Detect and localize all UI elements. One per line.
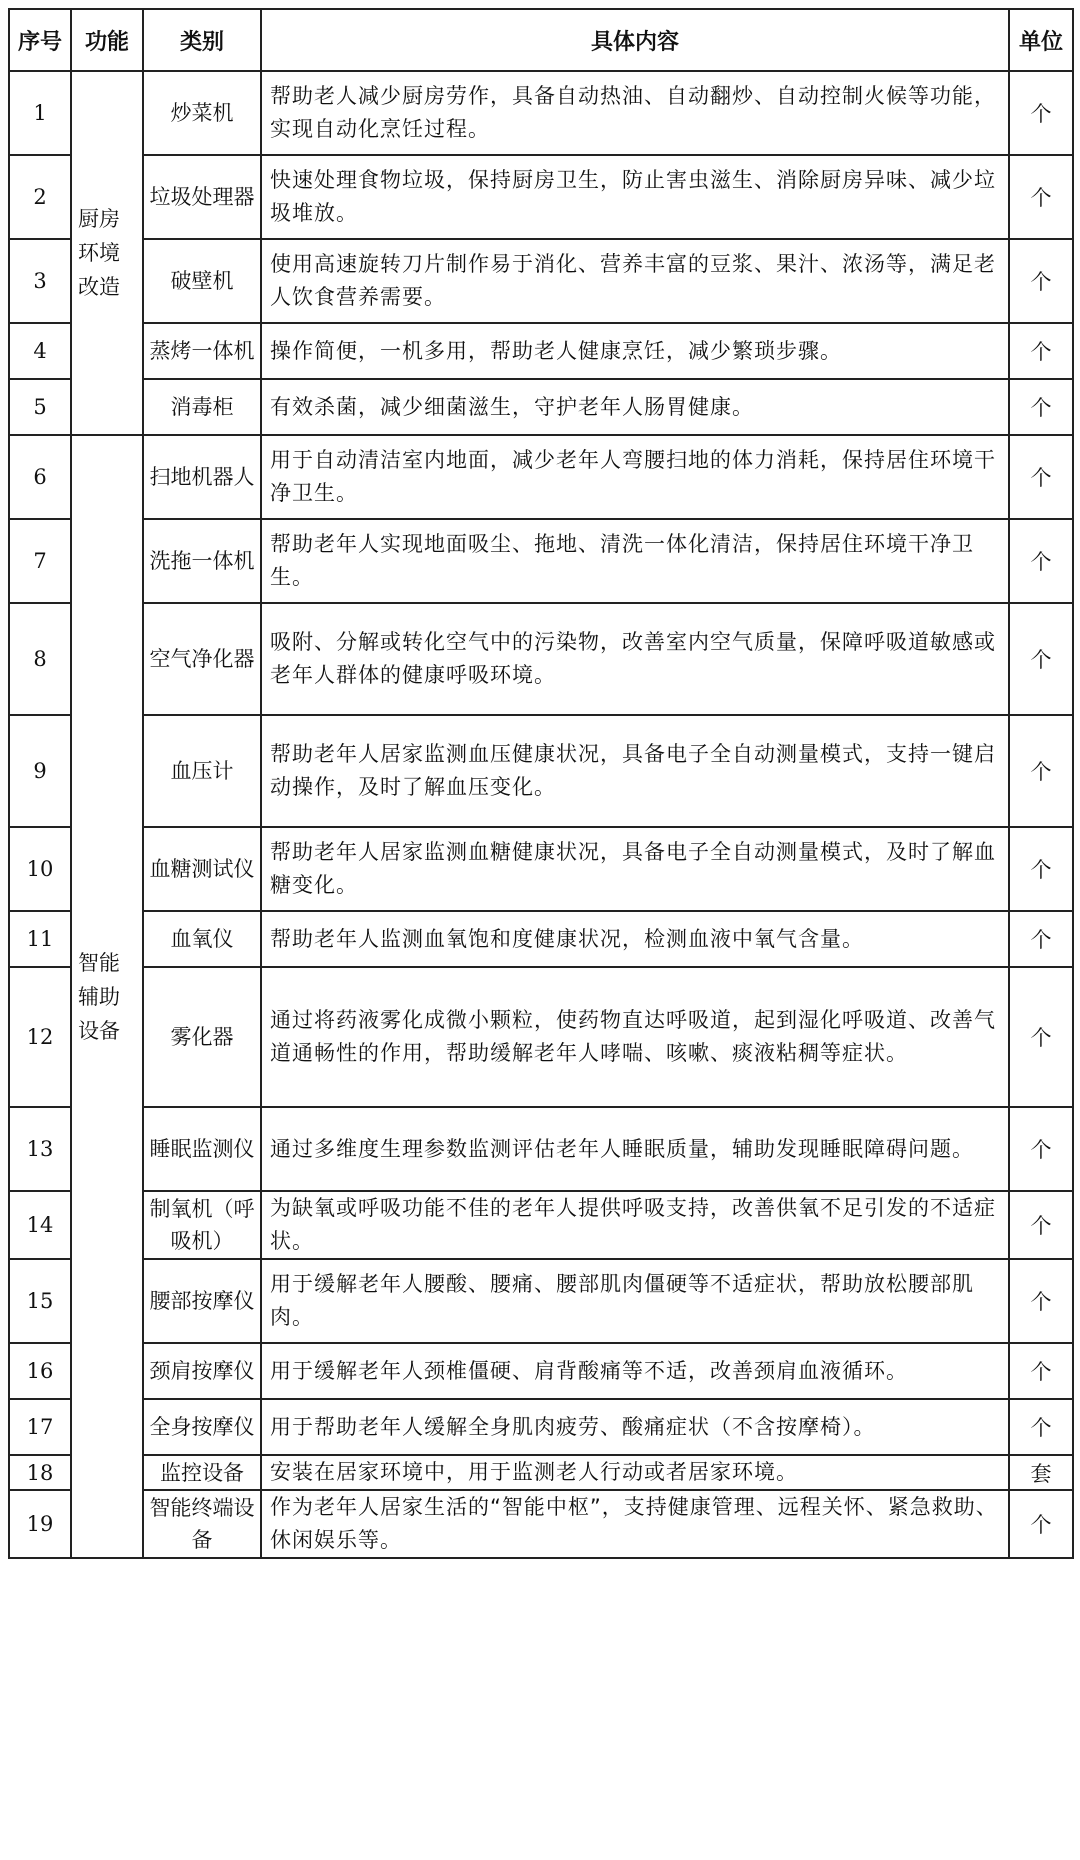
equipment-table: [8, 8, 1074, 1559]
row-unit: 个: [1009, 1490, 1073, 1558]
row-content: 帮助老年人居家监测血压健康状况，具备电子全自动测量模式，支持一键启动操作，及时了解血压变化。: [261, 715, 1009, 827]
row-category: 破壁机: [143, 239, 261, 323]
row-index: 1: [9, 71, 71, 155]
row-index: 4: [9, 323, 71, 379]
row-unit: 个: [1009, 519, 1073, 603]
table-row: [9, 1107, 1073, 1191]
row-index: 10: [9, 827, 71, 911]
table-row: [9, 1455, 1073, 1490]
table-row: [9, 1490, 1073, 1558]
row-category: 血氧仪: [143, 911, 261, 967]
row-unit: 个: [1009, 323, 1073, 379]
row-category: 炒菜机: [143, 71, 261, 155]
row-category: 消毒柜: [143, 379, 261, 435]
header-function: 功能: [71, 9, 143, 71]
row-index: 12: [9, 967, 71, 1107]
header-category: 类别: [143, 9, 261, 71]
row-index: 17: [9, 1399, 71, 1455]
row-unit: 个: [1009, 239, 1073, 323]
row-content: 通过多维度生理参数监测评估老年人睡眠质量，辅助发现睡眠障碍问题。: [261, 1107, 1009, 1191]
row-content: 快速处理食物垃圾，保持厨房卫生，防止害虫滋生、消除厨房异味、减少垃圾堆放。: [261, 155, 1009, 239]
row-category: 颈肩按摩仪: [143, 1343, 261, 1399]
row-category: 扫地机器人: [143, 435, 261, 519]
row-unit: 个: [1009, 1399, 1073, 1455]
table-row: [9, 1343, 1073, 1399]
row-content: 用于帮助老年人缓解全身肌肉疲劳、酸痛症状（不含按摩椅）。: [261, 1399, 1009, 1455]
row-content: 帮助老人减少厨房劳作，具备自动热油、自动翻炒、自动控制火候等功能，实现自动化烹饪过程。: [261, 71, 1009, 155]
row-unit: 个: [1009, 435, 1073, 519]
table-row: [9, 1191, 1073, 1259]
row-category: 智能终端设备: [143, 1490, 261, 1558]
table-row: [9, 519, 1073, 603]
row-category: 监控设备: [143, 1455, 261, 1490]
row-category: 空气净化器: [143, 603, 261, 715]
row-index: 18: [9, 1455, 71, 1490]
row-category: 蒸烤一体机: [143, 323, 261, 379]
table-row: [9, 715, 1073, 827]
header-unit: 单位: [1009, 9, 1073, 71]
row-unit: 个: [1009, 1107, 1073, 1191]
row-unit: 个: [1009, 155, 1073, 239]
row-index: 7: [9, 519, 71, 603]
row-content: 安装在居家环境中，用于监测老人行动或者居家环境。: [261, 1455, 1009, 1490]
row-content: 用于自动清洁室内地面，减少老年人弯腰扫地的体力消耗，保持居住环境干净卫生。: [261, 435, 1009, 519]
function-group-label: 智能辅助设备: [71, 435, 143, 1558]
row-index: 11: [9, 911, 71, 967]
row-content: 作为老年人居家生活的“智能中枢”，支持健康管理、远程关怀、紧急救助、休闲娱乐等。: [261, 1490, 1009, 1558]
row-unit: 个: [1009, 967, 1073, 1107]
row-unit: 个: [1009, 1191, 1073, 1259]
table-row: [9, 1259, 1073, 1343]
row-category: 血糖测试仪: [143, 827, 261, 911]
row-category: 睡眠监测仪: [143, 1107, 261, 1191]
row-index: 3: [9, 239, 71, 323]
row-content: 吸附、分解或转化空气中的污染物，改善室内空气质量，保障呼吸道敏感或老年人群体的健康呼吸环境。: [261, 603, 1009, 715]
table-row: [9, 911, 1073, 967]
table-row: [9, 71, 1073, 155]
header-content: 具体内容: [261, 9, 1009, 71]
row-category: 雾化器: [143, 967, 261, 1107]
row-unit: 个: [1009, 603, 1073, 715]
table-row: [9, 323, 1073, 379]
row-index: 19: [9, 1490, 71, 1558]
row-category: 腰部按摩仪: [143, 1259, 261, 1343]
table-row: [9, 603, 1073, 715]
table-row: [9, 379, 1073, 435]
row-index: 8: [9, 603, 71, 715]
row-index: 15: [9, 1259, 71, 1343]
row-content: 使用高速旋转刀片制作易于消化、营养丰富的豆浆、果汁、浓汤等，满足老人饮食营养需要。: [261, 239, 1009, 323]
row-index: 14: [9, 1191, 71, 1259]
row-unit: 个: [1009, 715, 1073, 827]
row-unit: 个: [1009, 827, 1073, 911]
row-content: 为缺氧或呼吸功能不佳的老年人提供呼吸支持，改善供氧不足引发的不适症状。: [261, 1191, 1009, 1259]
table-body: [9, 71, 1073, 1558]
row-unit: 个: [1009, 1259, 1073, 1343]
row-unit: 个: [1009, 71, 1073, 155]
table-row: [9, 1399, 1073, 1455]
row-unit: 个: [1009, 379, 1073, 435]
row-content: 操作简便，一机多用，帮助老人健康烹饪，减少繁琐步骤。: [261, 323, 1009, 379]
table-header-row: [9, 9, 1073, 71]
row-category: 制氧机（呼吸机）: [143, 1191, 261, 1259]
row-category: 洗拖一体机: [143, 519, 261, 603]
row-content: 通过将药液雾化成微小颗粒，使药物直达呼吸道，起到湿化呼吸道、改善气道通畅性的作用，帮助缓解老年人哮喘、咳嗽、痰液粘稠等症状。: [261, 967, 1009, 1107]
row-content: 帮助老年人监测血氧饱和度健康状况，检测血液中氧气含量。: [261, 911, 1009, 967]
table-row: [9, 435, 1073, 519]
row-content: 用于缓解老年人腰酸、腰痛、腰部肌肉僵硬等不适症状，帮助放松腰部肌肉。: [261, 1259, 1009, 1343]
row-index: 2: [9, 155, 71, 239]
row-content: 有效杀菌，减少细菌滋生，守护老年人肠胃健康。: [261, 379, 1009, 435]
row-index: 16: [9, 1343, 71, 1399]
row-index: 9: [9, 715, 71, 827]
row-category: 垃圾处理器: [143, 155, 261, 239]
header-index: 序号: [9, 9, 71, 71]
row-content: 帮助老年人实现地面吸尘、拖地、清洗一体化清洁，保持居住环境干净卫生。: [261, 519, 1009, 603]
row-category: 血压计: [143, 715, 261, 827]
row-content: 帮助老年人居家监测血糖健康状况，具备电子全自动测量模式，及时了解血糖变化。: [261, 827, 1009, 911]
table-row: [9, 155, 1073, 239]
table-row: [9, 827, 1073, 911]
row-unit: 个: [1009, 911, 1073, 967]
row-unit: 套: [1009, 1455, 1073, 1490]
function-group-label: 厨房环境改造: [71, 71, 143, 435]
row-category: 全身按摩仪: [143, 1399, 261, 1455]
row-unit: 个: [1009, 1343, 1073, 1399]
row-content: 用于缓解老年人颈椎僵硬、肩背酸痛等不适，改善颈肩血液循环。: [261, 1343, 1009, 1399]
row-index: 6: [9, 435, 71, 519]
table-row: [9, 967, 1073, 1107]
table-row: [9, 239, 1073, 323]
row-index: 5: [9, 379, 71, 435]
row-index: 13: [9, 1107, 71, 1191]
